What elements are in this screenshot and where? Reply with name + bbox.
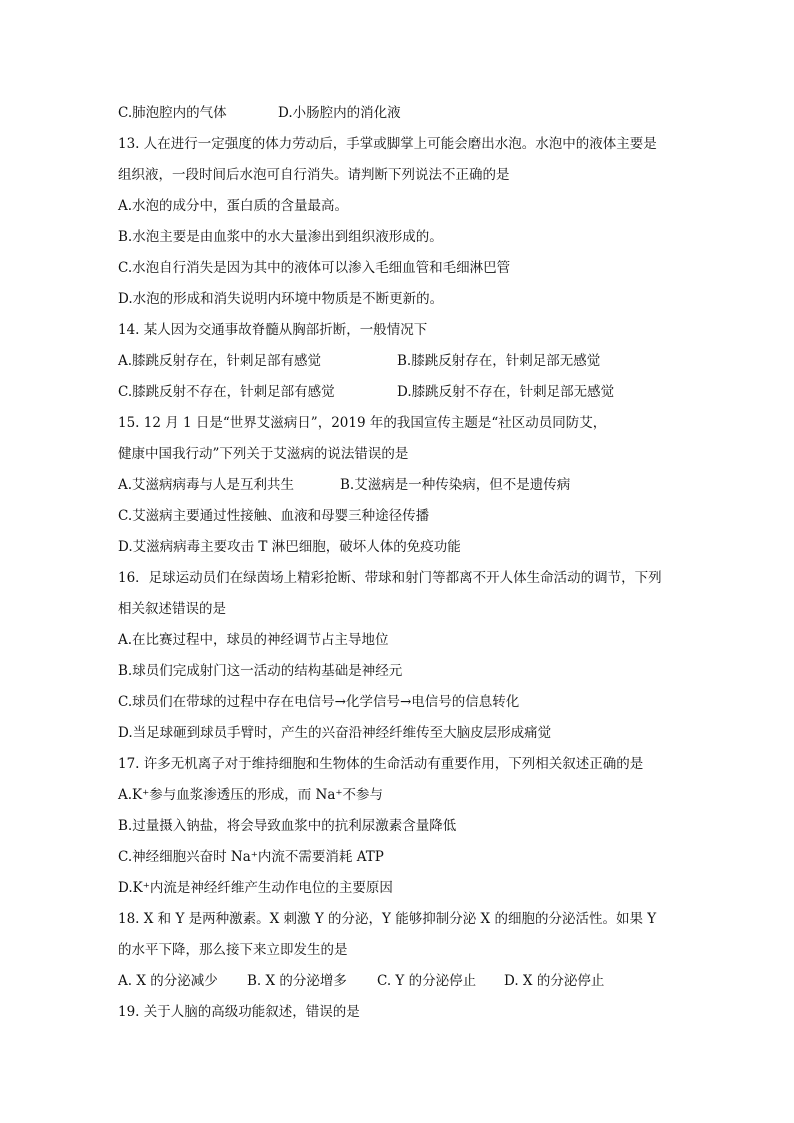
q14-option-a: A.膝跳反射存在，针刺足部有感觉 xyxy=(118,353,322,369)
q14-option-b: B.膝跳反射存在，针刺足部无感觉 xyxy=(397,353,601,369)
q16-option-c: C.球员们在带球的过程中存在电信号→化学信号→电信号的信息转化 xyxy=(118,694,520,710)
q17-option-a: A.K⁺参与血浆渗透压的形成，而 Na⁺不参与 xyxy=(118,787,384,803)
q13-option-d: D.水泡的形成和消失说明内环境中物质是不断更新的。 xyxy=(118,291,444,307)
q12-option-c: C.肺泡腔内的气体 xyxy=(118,105,227,121)
q17-stem: 17. 许多无机离子对于维持细胞和生物体的生命活动有重要作用，下列相关叙述正确的是 xyxy=(118,756,644,772)
q12-option-d: D.小肠腔内的消化液 xyxy=(278,105,401,121)
q16-option-a: A.在比赛过程中，球员的神经调节占主导地位 xyxy=(118,632,389,648)
q16-stem-line1: 16．足球运动员们在绿茵场上精彩抢断、带球和射门等都离不开人体生命活动的调节，下列 xyxy=(118,570,662,586)
q15-option-c: C.艾滋病主要通过性接触、血液和母婴三种途径传播 xyxy=(118,508,430,524)
q18-stem-line2: 的水平下降，那么接下来立即发生的是 xyxy=(118,942,348,958)
q14-option-d: D.膝跳反射不存在，针刺足部无感觉 xyxy=(397,384,615,400)
q18-option-d: D. X 的分泌停止 xyxy=(504,973,605,989)
q17-option-b: B.过量摄入钠盐，将会导致血浆中的抗利尿激素含量降低 xyxy=(118,818,457,834)
q13-option-c: C.水泡自行消失是因为其中的液体可以渗入毛细血管和毛细淋巴管 xyxy=(118,260,511,276)
q16-stem-line2: 相关叙述错误的是 xyxy=(118,601,226,617)
q13-stem-line2: 组织液，一段时间后水泡可自行消失。请判断下列说法不正确的是 xyxy=(118,167,510,183)
q15-option-b: B.艾滋病是一种传染病，但不是遗传病 xyxy=(340,477,571,493)
q13-stem-line1: 13. 人在进行一定强度的体力劳动后，手掌或脚掌上可能会磨出水泡。水泡中的液体主要是 xyxy=(118,136,657,152)
q16-option-b: B.球员们完成射门这一活动的结构基础是神经元 xyxy=(118,663,403,679)
q14-stem: 14. 某人因为交通事故脊髓从胸部折断，一般情况下 xyxy=(118,322,428,338)
q16-option-d: D.当足球砸到球员手臂时，产生的兴奋沿神经纤维传至大脑皮层形成痛觉 xyxy=(118,725,552,741)
q15-stem-line1: 15. 12 月 1 日是“世界艾滋病日”，2019 年的我国宣传主题是“社区动员同防艾， xyxy=(118,415,607,431)
q18-stem-line1: 18. X 和 Y 是两种激素。X 刺激 Y 的分泌，Y 能够抑制分泌 X 的细胞的分泌活性。如果 Y xyxy=(118,911,657,927)
q17-option-d: D.K⁺内流是神经纤维产生动作电位的主要原因 xyxy=(118,880,393,896)
q15-stem-line2: 健康中国我行动”下列关于艾滋病的说法错误的是 xyxy=(118,446,409,462)
q13-option-a: A.水泡的成分中，蛋白质的含量最高。 xyxy=(118,198,349,214)
q15-option-a: A.艾滋病病毒与人是互利共生 xyxy=(118,477,295,493)
q14-option-c: C.膝跳反射不存在，针刺足部有感觉 xyxy=(118,384,335,400)
q13-option-b: B.水泡主要是由血浆中的水大量渗出到组织液形成的。 xyxy=(118,229,443,245)
q17-option-c: C.神经细胞兴奋时 Na⁺内流不需要消耗 ATP xyxy=(118,849,384,865)
q18-option-c: C. Y 的分泌停止 xyxy=(377,973,477,989)
q15-option-d: D.艾滋病病毒主要攻击 T 淋巴细胞，破坏人体的免疫功能 xyxy=(118,539,461,555)
q18-option-a: A. X 的分泌减少 xyxy=(118,973,218,989)
q19-stem: 19. 关于人脑的高级功能叙述，错误的是 xyxy=(118,1004,360,1020)
q18-option-b: B. X 的分泌增多 xyxy=(247,973,347,989)
